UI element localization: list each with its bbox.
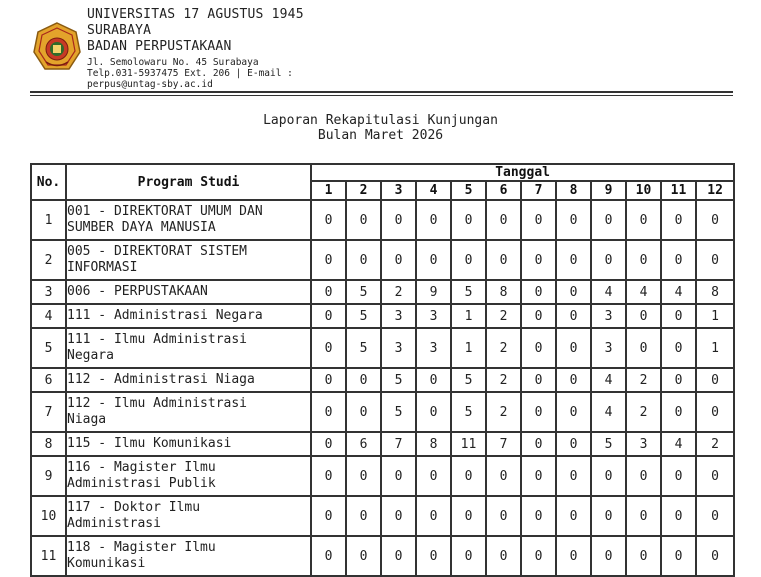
visit-count-cell: 1 — [451, 328, 486, 368]
column-header-tanggal: Tanggal — [311, 164, 734, 181]
visit-count-cell: 0 — [626, 200, 661, 240]
visit-count-cell: 0 — [451, 456, 486, 496]
table-row — [31, 304, 734, 328]
visit-count-cell: 0 — [661, 328, 696, 368]
visit-count-cell: 8 — [696, 280, 734, 304]
visit-count-cell: 0 — [591, 536, 626, 576]
visit-count-cell: 0 — [311, 200, 346, 240]
visit-count-cell: 2 — [381, 280, 416, 304]
visit-count-cell: 9 — [416, 280, 451, 304]
visit-count-cell: 0 — [416, 200, 451, 240]
report-title: Laporan Rekapitulasi Kunjungan — [263, 113, 498, 128]
visit-count-cell: 0 — [661, 240, 696, 280]
visit-count-cell: 4 — [626, 280, 661, 304]
program-name-line1: 111 - Administrasi Negara — [67, 308, 263, 323]
program-name-cell — [66, 496, 311, 536]
program-name-line1: 117 - Doktor Ilmu — [67, 500, 201, 515]
row-number: 7 — [31, 392, 66, 432]
visit-count-cell: 0 — [381, 496, 416, 536]
row-number: 10 — [31, 496, 66, 536]
visit-count-cell: 0 — [346, 240, 381, 280]
table-row — [31, 368, 734, 392]
visit-count-cell: 0 — [346, 456, 381, 496]
visit-count-cell: 2 — [626, 392, 661, 432]
visit-count-cell: 5 — [451, 368, 486, 392]
visit-count-cell: 0 — [311, 496, 346, 536]
report-title-block — [0, 113, 761, 143]
program-name-line1: 118 - Magister Ilmu — [67, 540, 216, 555]
day-header-9: 9 — [591, 181, 626, 200]
visit-count-cell: 0 — [521, 432, 556, 456]
visit-count-cell: 5 — [381, 392, 416, 432]
visit-count-cell: 0 — [521, 496, 556, 536]
row-number: 9 — [31, 456, 66, 496]
table-row — [31, 496, 734, 536]
visit-count-cell: 0 — [661, 200, 696, 240]
visit-count-cell: 0 — [346, 200, 381, 240]
visit-count-cell: 0 — [486, 496, 521, 536]
program-name-line2: INFORMASI — [67, 260, 138, 275]
visit-count-cell: 0 — [311, 304, 346, 328]
day-header-12: 12 — [696, 181, 734, 200]
column-header-no: No. — [31, 164, 66, 200]
visit-count-cell: 0 — [381, 240, 416, 280]
program-name-cell — [66, 456, 311, 496]
visit-count-cell: 0 — [521, 456, 556, 496]
visit-count-cell: 8 — [486, 280, 521, 304]
visit-count-cell: 4 — [661, 280, 696, 304]
row-number: 6 — [31, 368, 66, 392]
program-name-line1: 112 - Administrasi Niaga — [67, 372, 255, 387]
visit-count-cell: 0 — [591, 456, 626, 496]
visit-count-cell: 0 — [556, 496, 591, 536]
table-body — [31, 200, 734, 576]
visit-count-cell: 6 — [346, 432, 381, 456]
visit-count-cell: 2 — [626, 368, 661, 392]
visit-count-cell: 0 — [311, 328, 346, 368]
visit-count-cell: 0 — [556, 432, 591, 456]
program-name-line2: Administrasi — [67, 516, 161, 531]
visit-count-cell: 1 — [451, 304, 486, 328]
table-row — [31, 240, 734, 280]
visit-count-cell: 0 — [626, 328, 661, 368]
program-name-line2: Niaga — [67, 412, 107, 427]
visit-count-cell: 0 — [521, 240, 556, 280]
program-name-line1: 116 - Magister Ilmu — [67, 460, 216, 475]
visit-count-cell: 0 — [556, 456, 591, 496]
visit-count-cell: 0 — [521, 304, 556, 328]
row-number: 5 — [31, 328, 66, 368]
day-header-5: 5 — [451, 181, 486, 200]
visit-count-cell: 3 — [416, 328, 451, 368]
program-name-cell — [66, 304, 311, 328]
visit-count-cell: 0 — [311, 432, 346, 456]
program-name-cell — [66, 392, 311, 432]
visit-count-cell: 0 — [556, 328, 591, 368]
visit-count-cell: 0 — [556, 200, 591, 240]
visit-count-cell: 3 — [591, 328, 626, 368]
visit-count-cell: 0 — [416, 536, 451, 576]
day-header-1: 1 — [311, 181, 346, 200]
program-name-line1: 112 - Ilmu Administrasi — [67, 396, 248, 411]
row-number: 1 — [31, 200, 66, 240]
visit-count-cell: 5 — [451, 392, 486, 432]
department-name: BADAN PERPUSTAKAAN — [87, 39, 232, 54]
visit-count-cell: 0 — [696, 392, 734, 432]
day-header-10: 10 — [626, 181, 661, 200]
visit-count-cell: 5 — [381, 368, 416, 392]
visit-count-cell: 0 — [346, 368, 381, 392]
visit-count-cell: 0 — [451, 536, 486, 576]
visit-count-cell: 0 — [416, 456, 451, 496]
visit-count-cell: 0 — [521, 328, 556, 368]
day-header-8: 8 — [556, 181, 591, 200]
city-name: SURABAYA — [87, 23, 152, 38]
visit-count-cell: 0 — [311, 536, 346, 576]
visit-count-cell: 0 — [521, 368, 556, 392]
visit-count-cell: 3 — [416, 304, 451, 328]
program-name-line1: 001 - DIREKTORAT UMUM DAN — [67, 204, 263, 219]
visit-count-cell: 0 — [346, 536, 381, 576]
visit-count-cell: 0 — [696, 200, 734, 240]
program-name-line2: Administrasi Publik — [67, 476, 216, 491]
table-row — [31, 200, 734, 240]
header-rule-thin — [30, 95, 733, 96]
program-name-cell — [66, 280, 311, 304]
visit-count-cell: 2 — [486, 328, 521, 368]
visit-count-cell: 0 — [661, 304, 696, 328]
program-name-line1: 005 - DIREKTORAT SISTEM — [67, 244, 248, 259]
visit-count-cell: 2 — [486, 368, 521, 392]
visit-count-cell: 0 — [696, 496, 734, 536]
program-name-line1: 006 - PERPUSTAKAAN — [67, 284, 208, 299]
program-name-cell — [66, 200, 311, 240]
visit-count-cell: 2 — [486, 392, 521, 432]
university-logo — [32, 22, 82, 74]
table-row — [31, 536, 734, 576]
visit-count-cell: 0 — [311, 456, 346, 496]
visit-count-cell: 3 — [626, 432, 661, 456]
visit-count-cell: 0 — [696, 456, 734, 496]
visit-count-cell: 0 — [591, 496, 626, 536]
day-header-6: 6 — [486, 181, 521, 200]
visit-count-cell: 0 — [521, 392, 556, 432]
program-name-cell — [66, 368, 311, 392]
university-name: UNIVERSITAS 17 AGUSTUS 1945 — [87, 7, 304, 22]
visit-count-cell: 0 — [556, 536, 591, 576]
visit-count-cell: 0 — [696, 368, 734, 392]
visit-count-cell: 0 — [591, 200, 626, 240]
visit-count-cell: 0 — [381, 456, 416, 496]
report-period: Bulan Maret 2026 — [317, 128, 444, 143]
visit-count-cell: 0 — [556, 304, 591, 328]
visit-count-cell: 2 — [486, 304, 521, 328]
visit-count-cell: 1 — [696, 328, 734, 368]
header-rule-thick — [30, 91, 733, 93]
program-name-cell — [66, 432, 311, 456]
table-row — [31, 456, 734, 496]
program-name-line1: 115 - Ilmu Komunikasi — [67, 436, 232, 451]
program-name-cell — [66, 536, 311, 576]
program-name-line1: 111 - Ilmu Administrasi — [67, 332, 248, 347]
table-row — [31, 280, 734, 304]
visit-count-cell: 0 — [451, 200, 486, 240]
visit-count-cell: 0 — [696, 240, 734, 280]
visit-count-cell: 0 — [661, 496, 696, 536]
visit-count-cell: 0 — [556, 280, 591, 304]
visit-count-cell: 0 — [416, 368, 451, 392]
visit-count-cell: 3 — [591, 304, 626, 328]
visit-count-cell: 0 — [346, 392, 381, 432]
visit-count-cell: 0 — [661, 456, 696, 496]
visit-count-cell: 0 — [381, 536, 416, 576]
visit-count-cell: 0 — [311, 280, 346, 304]
email-line: perpus@untag-sby.ac.id — [87, 79, 213, 90]
visit-count-cell: 7 — [486, 432, 521, 456]
program-name-line2: Komunikasi — [67, 556, 146, 571]
table-row — [31, 392, 734, 432]
visit-count-cell: 0 — [311, 368, 346, 392]
visit-count-cell: 0 — [556, 392, 591, 432]
visit-count-cell: 0 — [696, 536, 734, 576]
visit-count-cell: 0 — [626, 536, 661, 576]
visit-count-cell: 2 — [696, 432, 734, 456]
visit-count-cell: 5 — [346, 280, 381, 304]
visit-count-cell: 0 — [521, 280, 556, 304]
letterhead — [87, 7, 304, 90]
day-header-2: 2 — [346, 181, 381, 200]
visit-count-cell: 4 — [591, 368, 626, 392]
row-number: 4 — [31, 304, 66, 328]
day-header-4: 4 — [416, 181, 451, 200]
day-header-11: 11 — [661, 181, 696, 200]
visit-count-cell: 0 — [521, 200, 556, 240]
day-header-7: 7 — [521, 181, 556, 200]
visit-count-cell: 3 — [381, 304, 416, 328]
visit-count-cell: 0 — [661, 368, 696, 392]
visit-recap-table — [30, 163, 735, 577]
visit-count-cell: 0 — [346, 496, 381, 536]
program-name-line2: SUMBER DAYA MANUSIA — [67, 220, 216, 235]
program-name-cell — [66, 328, 311, 368]
visit-count-cell: 0 — [521, 536, 556, 576]
day-header-3: 3 — [381, 181, 416, 200]
visit-count-cell: 8 — [416, 432, 451, 456]
visit-count-cell: 0 — [486, 536, 521, 576]
table-row — [31, 432, 734, 456]
visit-count-cell: 0 — [556, 368, 591, 392]
visit-count-cell: 11 — [451, 432, 486, 456]
visit-count-cell: 5 — [451, 280, 486, 304]
visit-count-cell: 5 — [591, 432, 626, 456]
row-number: 2 — [31, 240, 66, 280]
visit-count-cell: 3 — [381, 328, 416, 368]
visit-count-cell: 4 — [591, 392, 626, 432]
row-number: 8 — [31, 432, 66, 456]
visit-count-cell: 7 — [381, 432, 416, 456]
visit-count-cell: 4 — [591, 280, 626, 304]
visit-count-cell: 0 — [626, 456, 661, 496]
visit-count-cell: 0 — [311, 240, 346, 280]
row-number: 3 — [31, 280, 66, 304]
visit-count-cell: 0 — [486, 456, 521, 496]
program-name-line2: Negara — [67, 348, 114, 363]
visit-count-cell: 0 — [381, 200, 416, 240]
visit-count-cell: 0 — [486, 240, 521, 280]
row-number: 11 — [31, 536, 66, 576]
visit-count-cell: 0 — [626, 240, 661, 280]
visit-count-cell: 0 — [661, 536, 696, 576]
visit-count-cell: 0 — [591, 240, 626, 280]
visit-count-cell: 0 — [416, 496, 451, 536]
visit-count-cell: 1 — [696, 304, 734, 328]
visit-count-cell: 0 — [486, 200, 521, 240]
visit-count-cell: 0 — [451, 240, 486, 280]
visit-count-cell: 0 — [556, 240, 591, 280]
visit-count-cell: 0 — [416, 392, 451, 432]
visit-count-cell: 4 — [661, 432, 696, 456]
table-row — [31, 328, 734, 368]
address-line: Jl. Semolowaru No. 45 Surabaya — [87, 57, 259, 68]
visit-count-cell: 0 — [451, 496, 486, 536]
program-name-cell — [66, 240, 311, 280]
visit-count-cell: 0 — [626, 304, 661, 328]
contact-line: Telp.031-5937475 Ext. 206 | E-mail : — [87, 68, 293, 79]
visit-count-cell: 0 — [626, 496, 661, 536]
visit-count-cell: 5 — [346, 328, 381, 368]
visit-count-cell: 0 — [661, 392, 696, 432]
visit-count-cell: 0 — [311, 392, 346, 432]
visit-count-cell: 0 — [416, 240, 451, 280]
column-header-program: Program Studi — [66, 164, 311, 200]
visit-count-cell: 5 — [346, 304, 381, 328]
